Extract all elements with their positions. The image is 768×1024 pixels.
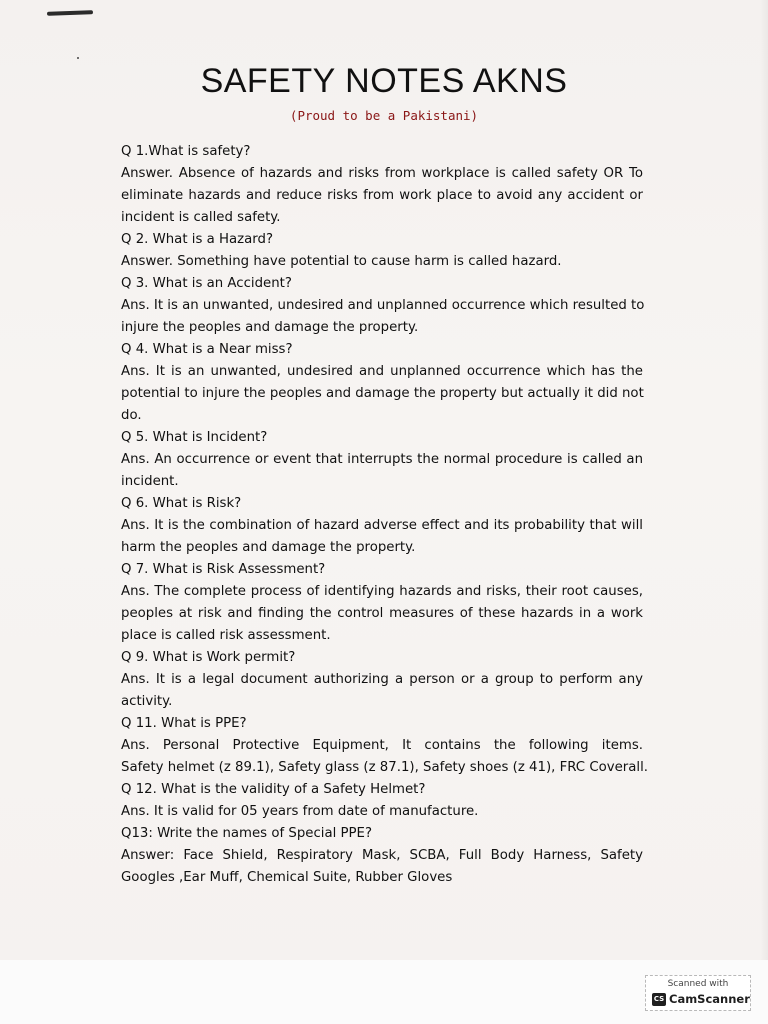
- answer-line: potential to injure the peoples and damage the property but actually it did not: [121, 386, 644, 401]
- question-text: Q 5. What is Incident?: [121, 430, 268, 445]
- question-text: Q 1.What is safety?: [121, 144, 251, 159]
- qa-item: [121, 713, 649, 779]
- question-text: Q 11. What is PPE?: [121, 716, 247, 731]
- answer-line: Ans. The complete process of identifying hazards and risks, their root causes,: [121, 584, 643, 599]
- answer-line: Ans. It is an unwanted, undesired and unplanned occurrence which has the: [121, 364, 643, 379]
- answer-line: place is called risk assessment.: [121, 628, 331, 643]
- qa-item: [121, 427, 643, 493]
- qa-item: [121, 273, 643, 339]
- paper-speck: [77, 57, 79, 59]
- answer-line: Ans. It is the combination of hazard adverse effect and its probability that will: [121, 518, 643, 533]
- answer-line: Answer: Face Shield, Respiratory Mask, SCBA, Full Body Harness, Safety: [121, 848, 643, 863]
- camscanner-brand: CamScanner: [669, 992, 750, 1006]
- answer-line: incident.: [121, 474, 179, 489]
- answer-line: Ans. An occurrence or event that interrupts the normal procedure is called an: [121, 452, 643, 467]
- qa-list: [121, 141, 649, 889]
- question-text: Q13: Write the names of Special PPE?: [121, 826, 373, 841]
- answer-line: injure the peoples and damage the property.: [121, 320, 419, 335]
- answer-line: Googles ,Ear Muff, Chemical Suite, Rubber Gloves: [121, 870, 453, 885]
- answer-line: peoples at risk and finding the control measures of these hazards in a work: [121, 606, 643, 621]
- answer-line: Ans. It is an unwanted, undesired and unplanned occurrence which resulted to: [121, 298, 645, 313]
- camscanner-watermark: [645, 975, 751, 1011]
- page-edge-shadow: [760, 0, 768, 1024]
- question-text: Q 6. What is Risk?: [121, 496, 242, 511]
- qa-item: [121, 229, 643, 273]
- question-text: Q 12. What is the validity of a Safety Helmet?: [121, 782, 426, 797]
- question-text: Q 2. What is a Hazard?: [121, 232, 273, 247]
- answer-line: do.: [121, 408, 142, 423]
- answer-line: Answer. Something have potential to cause harm is called hazard.: [121, 254, 562, 269]
- scanned-with-label: Scanned with: [667, 979, 729, 989]
- question-text: Q 3. What is an Accident?: [121, 276, 292, 291]
- answer-line: Answer. Absence of hazards and risks from workplace is called safety OR To: [121, 166, 643, 181]
- qa-item: [121, 823, 643, 889]
- page-title: SAFETY NOTES AKNS: [200, 62, 568, 100]
- question-text: Q 4. What is a Near miss?: [121, 342, 293, 357]
- staple-mark: [47, 10, 93, 16]
- qa-item: [121, 339, 643, 427]
- question-text: Q 7. What is Risk Assessment?: [121, 562, 326, 577]
- answer-line: Ans. Personal Protective Equipment, It contains the following items.: [121, 738, 643, 753]
- answer-line: incident is called safety.: [121, 210, 281, 225]
- answer-line: harm the peoples and damage the property.: [121, 540, 416, 555]
- qa-item: [121, 493, 643, 559]
- answer-line: activity.: [121, 694, 173, 709]
- qa-item: [121, 141, 643, 229]
- page-subtitle: (Proud to be a Pakistani): [289, 108, 479, 123]
- answer-line: eliminate hazards and reduce risks from work place to avoid any accident or: [121, 188, 643, 203]
- answer-line: Ans. It is valid for 05 years from date of manufacture.: [121, 804, 479, 819]
- qa-item: [121, 559, 643, 647]
- qa-item: [121, 779, 643, 823]
- answer-line: Safety helmet (z 89.1), Safety glass (z 87.1), Safety shoes (z 41), FRC Coverall.: [121, 760, 649, 775]
- camscanner-logo-icon: CS: [652, 993, 666, 1006]
- question-text: Q 9. What is Work permit?: [121, 650, 296, 665]
- qa-item: [121, 647, 643, 713]
- answer-line: Ans. It is a legal document authorizing a person or a group to perform any: [121, 672, 643, 687]
